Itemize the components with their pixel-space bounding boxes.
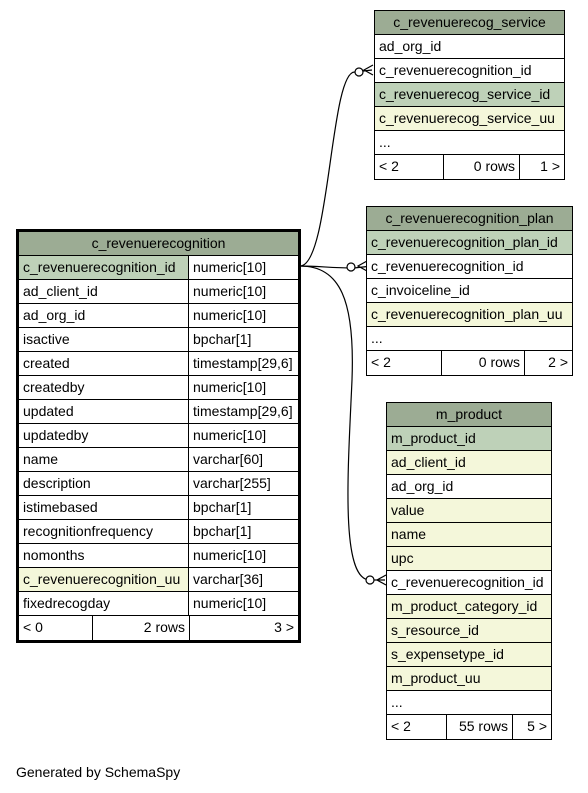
- parents-link[interactable]: < 2: [367, 351, 442, 375]
- column-name: istimebased: [23, 499, 98, 515]
- table-row[interactable]: [19, 400, 298, 424]
- column-name: c_revenuerecognition_plan_uu: [367, 303, 572, 326]
- table-row[interactable]: [367, 327, 572, 351]
- table-row[interactable]: [387, 595, 551, 619]
- row-count: 0 rows: [442, 351, 525, 375]
- table-title: m_product: [387, 403, 551, 427]
- edge-end-circle: [347, 263, 355, 271]
- column-name: m_product_uu: [387, 667, 551, 690]
- table-row[interactable]: [387, 547, 551, 571]
- table-footer: [19, 616, 298, 640]
- column-type: varchar[255]: [188, 472, 298, 495]
- table-title: c_revenuerecog_service: [375, 11, 564, 35]
- table-footer: [375, 155, 564, 179]
- column-type: numeric[10]: [188, 424, 298, 447]
- column-name: nomonths: [23, 547, 85, 563]
- column-name: value: [387, 499, 551, 522]
- table-row[interactable]: [375, 83, 564, 107]
- table-row[interactable]: [367, 279, 572, 303]
- column-name: ad_org_id: [23, 307, 86, 323]
- column-name: fixedrecogday: [23, 595, 111, 611]
- table-row[interactable]: [387, 475, 551, 499]
- column-name: c_invoiceline_id: [371, 282, 470, 298]
- column-type: timestamp[29,6]: [188, 400, 298, 423]
- column-type: numeric[10]: [188, 376, 298, 399]
- column-name: c_revenuerecog_service_id: [375, 83, 564, 106]
- column-name: c_revenuerecognition_id: [371, 258, 524, 274]
- table-row[interactable]: [367, 303, 572, 327]
- row-count: 55 rows: [447, 715, 513, 739]
- table-row[interactable]: [19, 592, 298, 616]
- table-row[interactable]: [19, 544, 298, 568]
- table-c-revenuerecog-service[interactable]: [374, 10, 565, 180]
- table-row[interactable]: [367, 255, 572, 279]
- table-row[interactable]: [19, 424, 298, 448]
- row-count: 2 rows: [93, 616, 190, 640]
- table-row[interactable]: [19, 352, 298, 376]
- column-name: c_revenuerecognition_id: [379, 62, 532, 78]
- table-row[interactable]: [387, 451, 551, 475]
- table-row[interactable]: [19, 376, 298, 400]
- column-type: timestamp[29,6]: [188, 352, 298, 375]
- table-row[interactable]: [19, 568, 298, 592]
- column-type: numeric[10]: [188, 544, 298, 567]
- table-row[interactable]: [387, 643, 551, 667]
- edge-end-circle: [355, 68, 363, 76]
- column-name: c_revenuerecognition_id: [19, 256, 188, 279]
- children-link[interactable]: 3 >: [274, 619, 294, 635]
- table-row[interactable]: [387, 619, 551, 643]
- column-type: varchar[60]: [188, 448, 298, 471]
- children-link[interactable]: 2 >: [548, 354, 568, 370]
- column-type: numeric[10]: [188, 256, 298, 279]
- column-name: c_revenuerecognition_plan_id: [367, 231, 572, 254]
- column-name: description: [23, 475, 91, 491]
- table-c-revenuerecognition-plan[interactable]: [366, 206, 573, 376]
- column-name: ...: [379, 134, 391, 150]
- table-row[interactable]: [19, 328, 298, 352]
- parents-link[interactable]: < 2: [387, 715, 447, 739]
- table-row[interactable]: [19, 448, 298, 472]
- column-name: s_expensetype_id: [387, 643, 551, 666]
- parents-link[interactable]: < 2: [375, 155, 444, 179]
- column-name: createdby: [23, 379, 85, 395]
- column-name: name: [387, 523, 551, 546]
- column-name: m_product_category_id: [387, 595, 551, 618]
- column-type: bpchar[1]: [188, 520, 298, 543]
- table-title: c_revenuerecognition: [19, 232, 298, 256]
- column-name: upc: [387, 547, 551, 570]
- column-name: s_resource_id: [387, 619, 551, 642]
- table-row[interactable]: [387, 571, 551, 595]
- column-name: ad_org_id: [391, 478, 454, 494]
- edge-to-revenuerecog-service: [300, 70, 372, 266]
- table-footer: [367, 351, 572, 375]
- column-type: bpchar[1]: [188, 328, 298, 351]
- column-type: numeric[10]: [188, 280, 298, 303]
- table-row[interactable]: [387, 427, 551, 451]
- table-footer: [387, 715, 551, 739]
- column-name: m_product_id: [387, 427, 551, 450]
- row-count: 0 rows: [444, 155, 520, 179]
- column-name: c_revenuerecognition_id: [391, 574, 544, 590]
- column-name: name: [23, 451, 59, 467]
- column-name: updated: [23, 403, 74, 419]
- table-row[interactable]: [375, 107, 564, 131]
- table-row[interactable]: [19, 280, 298, 304]
- table-row[interactable]: [387, 667, 551, 691]
- column-name: created: [23, 355, 70, 371]
- table-row[interactable]: [19, 520, 298, 544]
- table-c-revenuerecognition[interactable]: [16, 229, 301, 643]
- column-name: updatedby: [23, 427, 89, 443]
- column-name: ...: [371, 330, 383, 346]
- column-type: bpchar[1]: [188, 496, 298, 519]
- column-type: numeric[10]: [188, 304, 298, 327]
- column-name: ...: [391, 694, 403, 710]
- table-row[interactable]: [375, 131, 564, 155]
- children-link[interactable]: 5 >: [527, 718, 547, 734]
- table-title: c_revenuerecognition_plan: [367, 207, 572, 231]
- parents-link[interactable]: < 0: [19, 616, 93, 640]
- column-name: c_revenuerecognition_uu: [19, 568, 188, 591]
- table-row[interactable]: [387, 691, 551, 715]
- table-row[interactable]: [19, 256, 298, 280]
- table-row[interactable]: [19, 304, 298, 328]
- column-type: numeric[10]: [188, 592, 298, 615]
- generated-by-label: Generated by SchemaSpy: [16, 764, 181, 780]
- table-row[interactable]: [375, 35, 564, 59]
- column-name: recognitionfrequency: [23, 523, 153, 539]
- column-name: ad_client_id: [387, 451, 551, 474]
- table-m-product[interactable]: [386, 402, 552, 740]
- table-row[interactable]: [387, 523, 551, 547]
- column-name: c_revenuerecog_service_uu: [375, 107, 564, 130]
- table-row[interactable]: [387, 499, 551, 523]
- column-name: ad_org_id: [379, 38, 442, 54]
- table-row[interactable]: [19, 472, 298, 496]
- table-row[interactable]: [375, 59, 564, 83]
- children-link[interactable]: 1 >: [540, 158, 560, 174]
- table-row[interactable]: [367, 231, 572, 255]
- table-row[interactable]: [19, 496, 298, 520]
- edge-end-circle: [366, 576, 374, 584]
- column-type: varchar[36]: [188, 568, 298, 591]
- column-name: ad_client_id: [23, 283, 98, 299]
- column-name: isactive: [23, 331, 70, 347]
